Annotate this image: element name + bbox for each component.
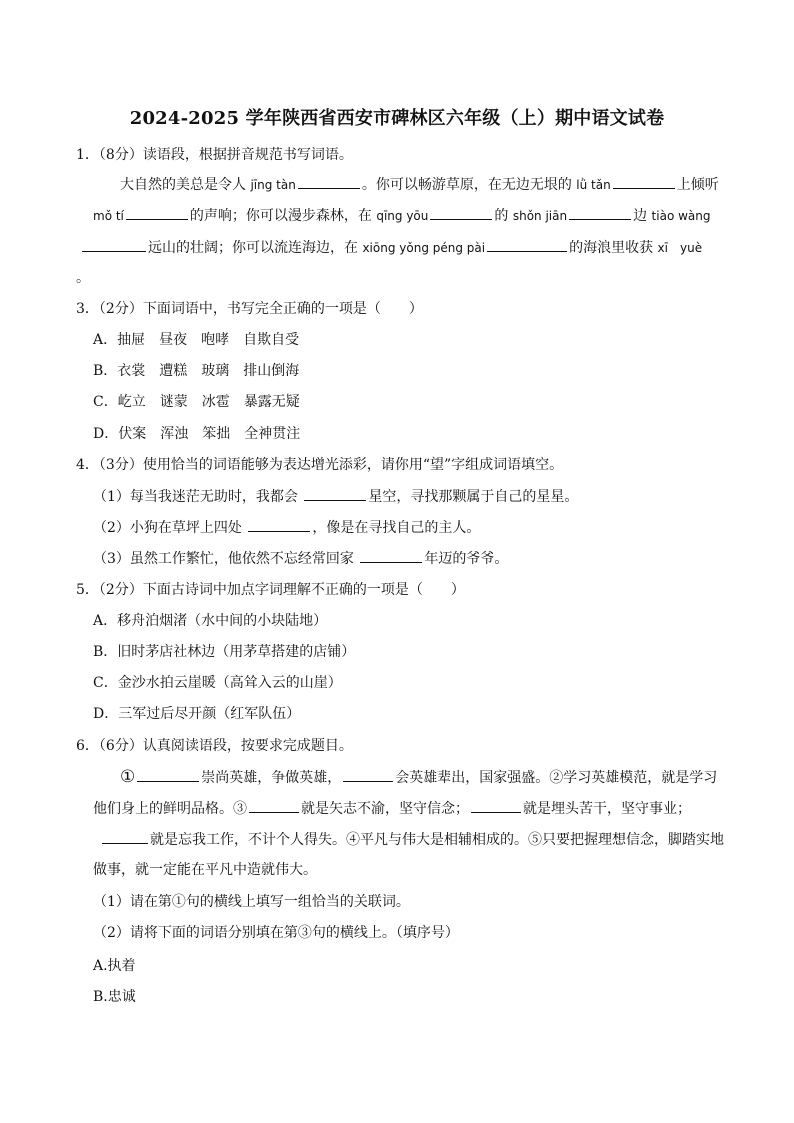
- q1-text: 。你可以畅游草原，在无边无垠的: [361, 177, 577, 193]
- q1-text: 大自然的美总是令人: [120, 177, 251, 193]
- q6-sub-2: （2）请将下面的词语分别填在第③句的横线上。（填序号）: [93, 925, 459, 941]
- q4-text: 星空，寻找那颗属于自己的星星。: [368, 489, 579, 505]
- q1-text: 远山的壮阔；你可以流连海边，在: [148, 240, 363, 256]
- q1-text: 上倾听: [676, 177, 719, 193]
- blank-q6-1b[interactable]: [343, 767, 393, 782]
- q1-text: 边: [633, 208, 652, 224]
- blank-moti[interactable]: [126, 205, 188, 220]
- q1-line2: [93, 205, 711, 226]
- q4-text: （2）小狗在草坪上四处: [93, 520, 247, 536]
- q5-stem: 5．（2分）下面古诗词中加点字词理解不正确的一项是（ ）: [76, 582, 465, 598]
- q4-text: （1）每当我迷茫无助时，我都会: [93, 489, 303, 505]
- blank-tiaowang[interactable]: [82, 237, 146, 252]
- q4-stem: 4．（3分）使用恰当的词语能够为表达增光添彩，请你用“望”字组成词语填空。: [76, 457, 564, 473]
- pinyin-shanjian: shǒn jiān: [512, 209, 568, 223]
- pinyin-lvtan: lǜ tǎn: [576, 178, 611, 192]
- q6-option-a: A.执着: [93, 958, 136, 974]
- blank-lvtan[interactable]: [613, 174, 675, 189]
- q5-option-d[interactable]: D．三军过后尽开颜（红军队伍）: [93, 706, 301, 722]
- blank-q4-1[interactable]: [304, 486, 366, 501]
- blank-q6-3a[interactable]: [249, 798, 299, 813]
- q3-option-c[interactable]: C．屹立 谜蒙 冰雹 暴露无疑: [93, 394, 300, 410]
- pinyin-qingyou: qīng yōu: [376, 209, 429, 223]
- pinyin-xiyue: xī yuè: [657, 241, 703, 255]
- blank-q6-3b[interactable]: [471, 798, 521, 813]
- q6-para-line4: 做事，就一定能在平凡中造就伟大。: [93, 862, 317, 878]
- q1-stem: 1．（8分）读语段，根据拼音规范书写词语。: [76, 147, 353, 163]
- q5-option-c[interactable]: C．金沙水拍云崖暖（高耸入云的山崖）: [93, 675, 342, 691]
- pinyin-jingtan: jīng tàn: [250, 178, 296, 192]
- exam-title: 2024-2025 学年陕西省西安市碑林区六年级（上）期中语文试卷: [129, 108, 665, 129]
- q6-para-line3: [100, 829, 724, 850]
- blank-jingtan[interactable]: [298, 174, 360, 189]
- q1-line4: 。: [76, 270, 90, 286]
- q6-text: 就是矢志不渝，坚守信念；: [301, 801, 469, 817]
- q1-text: 的声响；你可以漫步森林，在: [189, 208, 377, 224]
- blank-q4-2[interactable]: [248, 517, 310, 532]
- q4-text: ，像是在寻找自己的主人。: [312, 520, 481, 536]
- q1-line3: [80, 237, 702, 258]
- q1-text: 的海浪里收获: [569, 240, 658, 256]
- q4-sentence-3: [93, 548, 508, 569]
- q6-para-line1: [120, 767, 717, 788]
- q1-text: 的: [494, 208, 513, 224]
- q4-text: （3）虽然工作繁忙，他依然不忘经常回家: [93, 551, 359, 567]
- q3-option-d[interactable]: D．伏案 浑浊 笨拙 全神贯注: [93, 426, 301, 442]
- q4-sentence-1: [93, 486, 578, 507]
- q6-para-line2: [93, 798, 691, 819]
- blank-q6-3c[interactable]: [102, 829, 148, 844]
- q6-stem: 6．（6分）认真阅读语段，按要求完成题目。: [76, 738, 353, 754]
- q6-sub-1: （1）请在第①句的横线上填写一组恰当的关联词。: [93, 894, 410, 910]
- circled-number-1: ①: [120, 767, 136, 787]
- q5-option-a[interactable]: A．移舟泊烟渚（水中间的小块陆地）: [93, 613, 328, 629]
- blank-qingyou[interactable]: [430, 205, 492, 220]
- q3-option-b[interactable]: B．衣裳 遭糕 玻璃 排山倒海: [93, 363, 300, 379]
- pinyin-moti: mǒ tí: [93, 209, 124, 223]
- q4-text: 年迈的爷爷。: [424, 551, 509, 567]
- pinyin-tiaowang: tiào wàng: [651, 209, 711, 223]
- q6-option-b: B.忠诚: [93, 989, 136, 1005]
- blank-shanjian[interactable]: [569, 205, 631, 220]
- q4-sentence-2: [93, 517, 480, 538]
- q6-text: 崇尚英雄，争做英雄，: [201, 770, 342, 786]
- q6-text: 就是埋头苦干，坚守事业；: [523, 801, 691, 817]
- q6-text: 会英雄辈出，国家强盛。②学习英雄模范，就是学习: [395, 770, 718, 786]
- q5-option-b[interactable]: B．旧时茅店社林边（用茅草搭建的店铺）: [93, 644, 356, 660]
- blank-xiongyong[interactable]: [487, 237, 567, 252]
- q6-text: 他们身上的鲜明品格。③: [93, 801, 247, 817]
- blank-q6-1a[interactable]: [137, 767, 199, 782]
- q6-text: 就是忘我工作，不计个人得失。④平凡与伟大是相辅相成的。⑤只要把握理想信念，脚踏实地: [150, 832, 724, 848]
- q1-line1: [120, 174, 719, 195]
- pinyin-xiongyong: xiōng yǒng péng pài: [362, 241, 486, 255]
- blank-q4-3[interactable]: [360, 548, 422, 563]
- q3-stem: 3．（2分）下面词语中，书写完全正确的一项是（ ）: [76, 301, 423, 317]
- q3-option-a[interactable]: A．抽屉 昼夜 咆哮 自欺自受: [93, 332, 300, 348]
